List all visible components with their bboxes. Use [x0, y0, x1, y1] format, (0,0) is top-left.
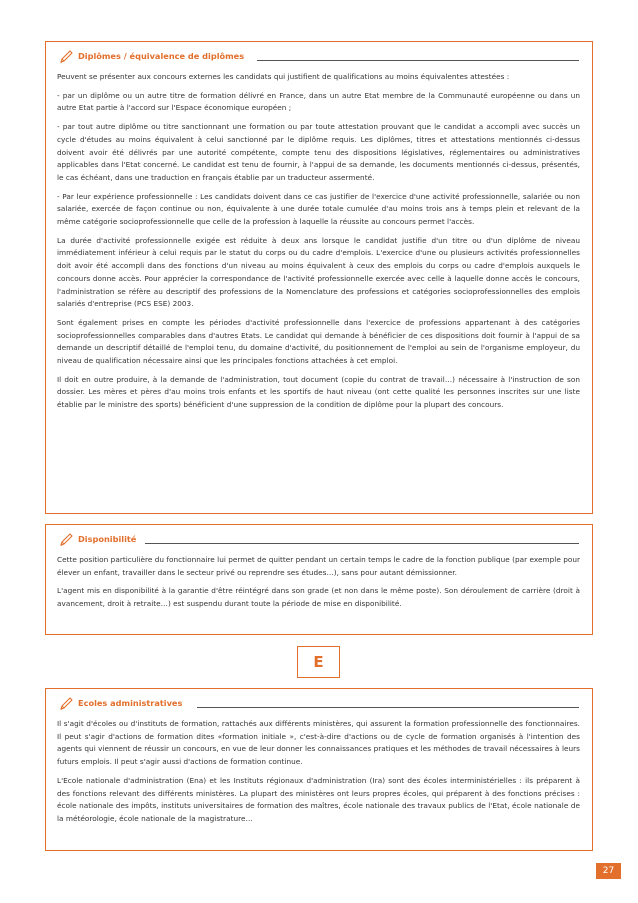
section-title: Ecoles administratives [78, 698, 183, 708]
paragraph: Il doit en outre produire, à la demande de l'administration, tout document (copie du contrat de travail…) nécessaire à l'instruction de son dossier. Les mères et pères d'au moins trois enfants et les sportifs de haut niveau (ont cette qualité les personnes inscrites sur une liste établie par le ministre des sports) bénéficient d'une suppression de la condition de diplôme pour la plupart des concours. [57, 374, 580, 410]
page-number: 27 [596, 863, 621, 879]
section-header [57, 697, 580, 711]
section-disponibilite [45, 524, 593, 635]
paragraph: La durée d'activité professionnelle exigée est réduite à deux ans lorsque le candidat justifie d'un titre ou d'un diplôme de niveau immédiatement inférieur à celui requis par le statut du corps ou du cadre d'emplois. L'exercice d'une ou plusieurs activités professionnelles doit avoir été accompli dans des fonctions d'un niveau au moins équivalent à ceux des emplois du corps ou cadre d'emplois auxquels le concours donne accès. Pour apprécier la correspondance de l'activité professionnelle exercée avec celle à laquelle donne accès le concours, l'administration se réfère au descriptif des professions de la Nomenclature des professions et catégories socioprofessionnelles des emplois salariés d'entreprise (PCS ESE) 2003. [57, 235, 580, 309]
section-title: Diplômes / équivalence de diplômes [78, 51, 245, 61]
title-rule [145, 543, 579, 544]
paragraph: Il s'agit d'écoles ou d'instituts de formation, rattachés aux différents ministères, qui assurent la formation professionnelle des fonctionnaires. Il peut s'agir d'actions de formation dites «formation initiale », c'est-à-dire d'actions ou de cycle de formation organisés à l'intention des agents qui viennent de réussir un concours, en vue de leur donner les connaissances pratiques et les méthodes de travail nécessaires à leurs futurs emplois. Il peut s'agir aussi d'actions de formation continue. [57, 719, 580, 767]
section-diplomes [45, 41, 593, 514]
pencil-icon [59, 533, 74, 547]
paragraph: - par un diplôme ou un autre titre de formation délivré en France, dans un autre Etat membre de la Communauté européenne ou dans un autre Etat partie à l'accord sur l'Espace économique européen ; [57, 90, 580, 113]
pencil-icon [59, 697, 74, 711]
paragraph: L'Ecole nationale d'administration (Ena) et les Instituts régionaux d'administration (Ira) sont des écoles interministérielles : ils préparent à des fonctions relevant des différents ministères. La plupart des ministères ont leurs propres écoles, qui préparent à des fonctions précises : école nationale des impôts, instituts universitaires de formation des maîtres, école nationale des travaux publics de l'Etat, école nationale de la météorologie, école nationale de la magistrature… [57, 775, 580, 823]
pencil-icon [59, 50, 74, 64]
section-letter: E [297, 646, 340, 678]
section-ecoles-administratives [45, 688, 593, 851]
paragraph: Peuvent se présenter aux concours externes les candidats qui justifient de qualifications au moins équivalentes attestées : [57, 72, 510, 81]
title-rule [257, 60, 579, 61]
section-header [57, 533, 580, 547]
paragraph: L'agent mis en disponibilité à la garantie d'être réintégré dans son grade (et non dans le même poste). Son déroulement de carrière (droit à avancement, droit à retraite…) est suspendu durant toute la période de mise en disponibilité. [57, 586, 580, 609]
paragraph: - Par leur expérience professionnelle : Les candidats doivent dans ce cas justifier de l'exercice d'une activité professionnelle, salariée ou non salariée, exercée de façon continue ou non, équivalente à une durée totale cumulée d'au moins trois ans à temps plein et relevant de la même catégorie socioprofessionnelle que celle de la profession à laquelle la réussite au concours permet l'accès. [57, 191, 580, 227]
section-header [57, 50, 580, 64]
paragraph: Sont également prises en compte les périodes d'activité professionnelle dans l'exercice de professions appartenant à des catégories socioprofessionnelles comparables dans d'autres Etats. Le candidat qui demande à bénéficier de ces dispositions doit fournir à l'appui de sa demande un descriptif détaillé de l'emploi tenu, du domaine d'activité, du positionnement de l'emploi au sein de l'organisme employeur, du niveau de qualification nécessaire ainsi que les principales fonctions attachées à cet emploi. [57, 317, 580, 366]
paragraph: - par tout autre diplôme ou titre sanctionnant une formation ou par toute attestation prouvant que le candidat a accompli avec succès un cycle d'études au moins équivalent à celui sanctionné par le diplôme requis. Les diplômes, titres et attestations mentionnés ci-dessus doivent avoir été délivrés par une autorité compétente, compte tenu des dispositions législatives, réglementaires ou administratives applicables dans l'Etat concerné. Le candidat est tenu de fournir, à l'appui de sa demande, les documents mentionnés ci-dessus, présentés, le cas échéant, dans une traduction en français établie par un traducteur assermenté. [57, 122, 580, 182]
paragraph: Cette position particulière du fonctionnaire lui permet de quitter pendant un certain temps le cadre de la fonction publique (par exemple pour élever un enfant, travailler dans le secteur privé ou reprendre ses études…), sans pour autant démissionner. [57, 555, 580, 577]
title-rule [197, 707, 579, 708]
section-title: Disponibilité [78, 534, 137, 544]
